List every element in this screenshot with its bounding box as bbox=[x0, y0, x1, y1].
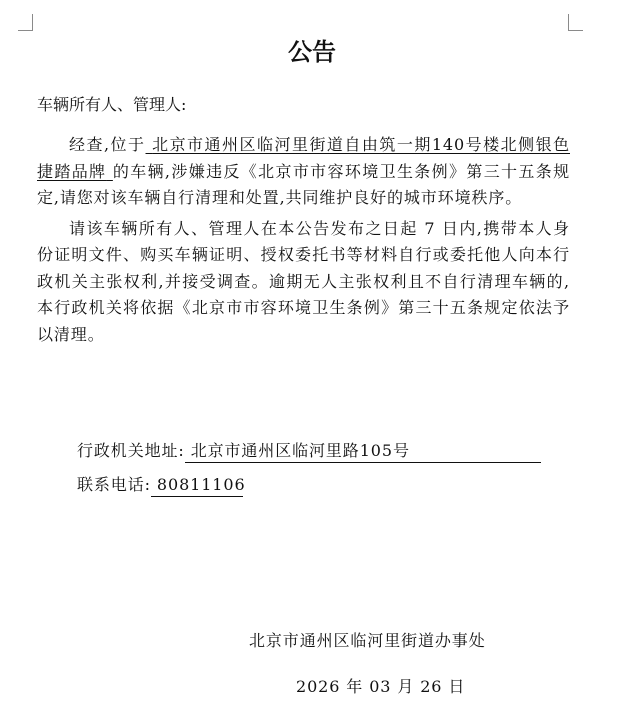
agency-address-row bbox=[77, 438, 541, 464]
vehicle-location: 北京市通州区临河里街道自由筑一期140号楼北侧银色捷踏品牌 bbox=[37, 135, 570, 181]
addressee: 车辆所有人、管理人: bbox=[37, 95, 187, 114]
agency-address-value: 北京市通州区临河里路105号 bbox=[185, 440, 541, 463]
agency-address-label: 行政机关地址: bbox=[77, 441, 185, 460]
issue-date: 2026 年 03 月 26 日 bbox=[296, 677, 466, 696]
paragraph-2: 请该车辆所有人、管理人在本公告发布之日起 7 日内,携带本人身份证明文件、购买车辆证明、授权委托书等材料自行或委托他人向本行政机关主张权利,并接受调查。逾期无人主张权利且不自行清理车辆的,本行政机关将依据《北京市市容环境卫生条例》第三十五条规定依法予以清理。 bbox=[37, 218, 570, 344]
crop-mark-top-right bbox=[568, 14, 583, 31]
paragraph-1-suffix: 的车辆,涉嫌违反《北京市市容环境卫生条例》第三十五条规定,请您对该车辆自行清理和处置,共同维护良好的城市环境秩序。 bbox=[37, 161, 571, 207]
paragraph-1 bbox=[37, 132, 570, 212]
contact-phone-label: 联系电话: bbox=[77, 475, 151, 494]
notice-title: 公告 bbox=[288, 38, 336, 66]
paragraph-1-prefix: 经查,位于 bbox=[69, 135, 146, 154]
contact-phone-row bbox=[77, 472, 246, 498]
crop-mark-top-left bbox=[18, 14, 33, 31]
notice-body bbox=[37, 132, 570, 352]
issuing-office: 北京市通州区临河里街道办事处 bbox=[249, 631, 486, 650]
contact-phone-value: 80811106 bbox=[151, 474, 243, 497]
